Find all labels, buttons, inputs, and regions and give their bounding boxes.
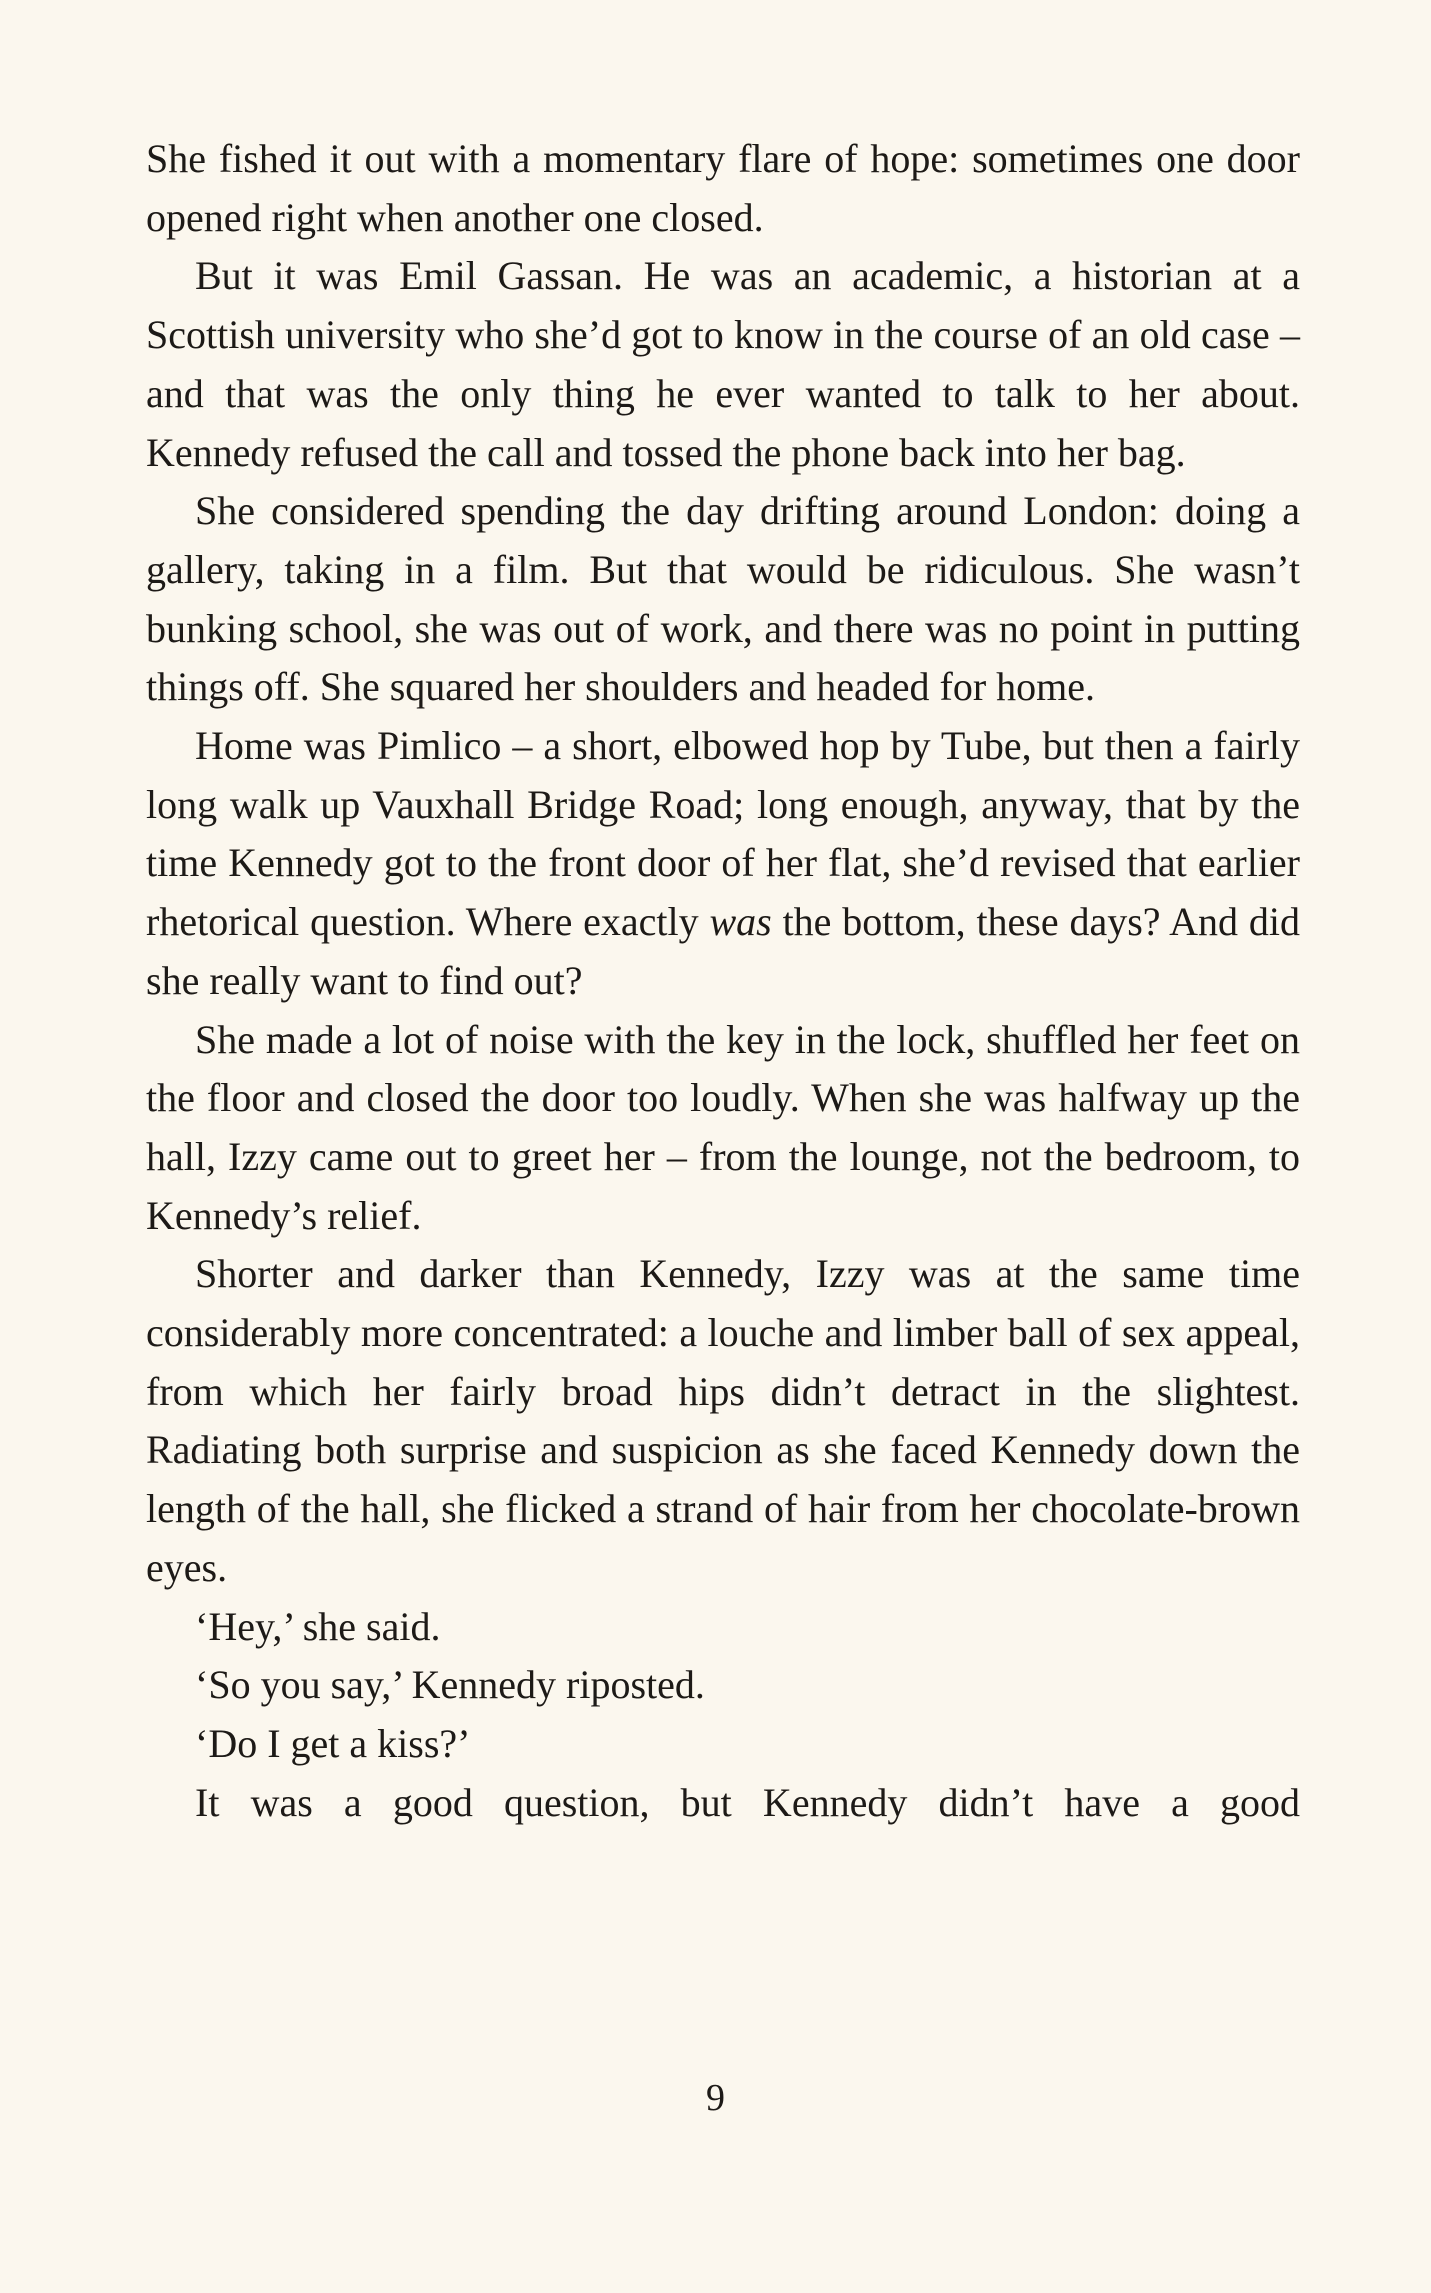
text-run: Home was Pimlico – a short, elbowed hop by Tube, but then a fairly long walk up Vauxhall Bridge Road; long enough, anyway, that by the time Kennedy got to the front door of her flat, she’d revised that earlier rhetorical question. Where exactly bbox=[146, 723, 1300, 945]
paragraph bbox=[146, 1598, 1300, 1657]
body-text bbox=[146, 130, 1300, 1832]
paragraph bbox=[146, 1774, 1300, 1833]
paragraph bbox=[146, 130, 1300, 247]
page-number: 9 bbox=[706, 2077, 725, 2119]
text-run: She made a lot of noise with the key in the lock, shuffled her feet on the floor and closed the door too loudly. When she was halfway up the hall, Izzy came out to greet her – from the lounge, not the bedroom, to Kennedy’s relief. bbox=[146, 1016, 1300, 1238]
text-run: But it was Emil Gassan. He was an academic, a historian at a Scottish university who she’d got to know in the course of an old case – and that was the only thing he ever wanted to talk to her about. Kennedy refused the call and tossed the phone back into her bag. bbox=[146, 253, 1300, 475]
text-run: Shorter and darker than Kennedy, Izzy was at the same time considerably more concentrated: a louche and limber ball of sex appeal, from which her fairly broad hips didn’t detract in the slightest. Radiating both surprise and suspicion as she faced Kennedy down the length of the hall, she flicked a strand of hair from her chocolate-brown eyes. bbox=[146, 1251, 1300, 1590]
text-run: She considered spending the day drifting around London: doing a gallery, taking in a film. But that would be ridiculous. She wasn’t bunking school, she was out of work, and there was no point in putting things off. She squared her shoulders and headed for home. bbox=[146, 488, 1300, 710]
paragraph bbox=[146, 482, 1300, 717]
paragraph bbox=[146, 247, 1300, 482]
text-run: It was a good question, but Kennedy didn’t have a good bbox=[195, 1779, 1300, 1825]
text-run: ‘Do I get a kiss?’ bbox=[195, 1720, 471, 1766]
paragraph bbox=[146, 717, 1300, 1011]
text-run: ‘So you say,’ Kennedy riposted. bbox=[195, 1662, 705, 1708]
paragraph bbox=[146, 1011, 1300, 1246]
text-run: ‘Hey,’ she said. bbox=[195, 1603, 441, 1649]
text-run: She fished it out with a momentary flare of hope: sometimes one door opened right when another one closed. bbox=[146, 136, 1300, 240]
paragraph bbox=[146, 1245, 1300, 1597]
text-run: the bottom, these days? And did she really want to find out? bbox=[146, 899, 1301, 1003]
paragraph bbox=[146, 1656, 1300, 1715]
emphasis-text: was bbox=[709, 899, 772, 945]
paragraph bbox=[146, 1715, 1300, 1774]
